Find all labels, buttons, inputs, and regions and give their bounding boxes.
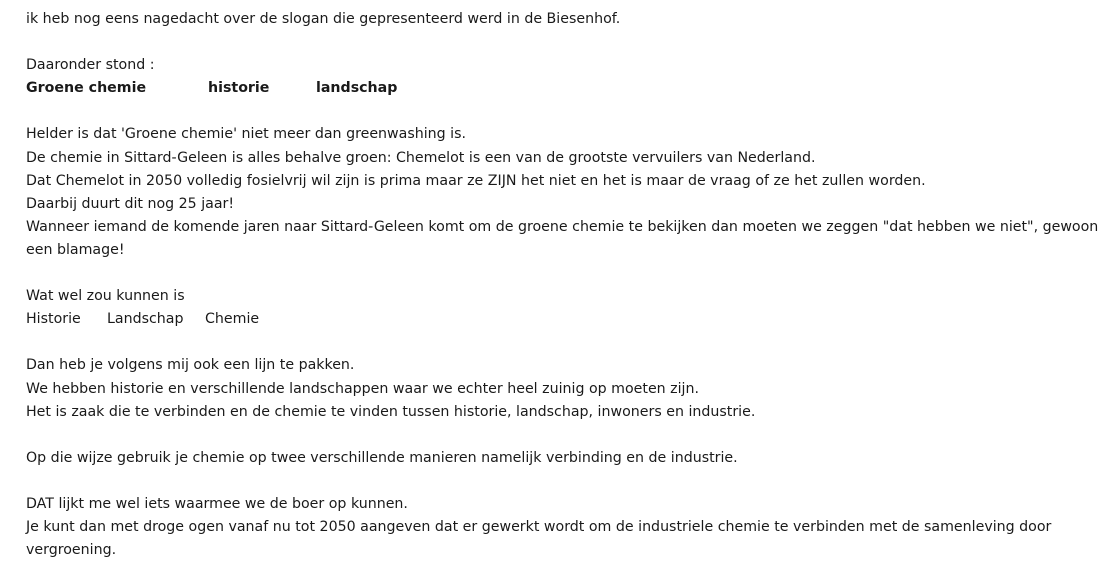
new-slogan-row (26, 308, 1110, 331)
old-slogan-term-1: Groene chemie (26, 80, 147, 97)
wat-wel-line: Wat wel zou kunnen is (26, 288, 185, 305)
chemelot-2050-line: Dat Chemelot in 2050 volledig fosielvrij wil zijn is prima maar ze ZIJN het niet en het is maar de vraag of ze het zullen worden. (26, 172, 926, 189)
op-die-line: Op die wijze gebruik je chemie op twee verschillende manieren namelijk verbinding en de industrie. (26, 449, 738, 466)
spacer (26, 262, 1110, 285)
je-kunt-paragraph: Je kunt dan met droge ogen vanaf nu tot 2050 aangeven dat er gewerkt wordt om de industriele chemie te verbinden met de samenleving door vergroening. (26, 519, 1052, 559)
chemie-sittard-line: De chemie in Sittard-Geleen is alles behalve groen: Chemelot is een van de grootste vervuilers van Nederland. (26, 149, 816, 166)
dat-lijkt-line: DAT lijkt me wel iets waarmee we de boer op kunnen. (26, 495, 408, 512)
daaronder-line: Daaronder stond : (26, 57, 155, 74)
intro-line: ik heb nog eens nagedacht over de slogan die gepresenteerd werd in de Biesenhof. (26, 11, 621, 27)
spacer (26, 470, 1110, 493)
daarbij-line: Daarbij duurt dit nog 25 jaar! (26, 195, 235, 212)
old-slogan-term-3: landschap (316, 80, 398, 97)
spacer (26, 100, 1110, 123)
het-is-line: Het is zaak die te verbinden en de chemie te vinden tussen historie, landschap, inwoners en industrie. (26, 403, 756, 420)
new-slogan-term-2: Landschap (107, 311, 184, 328)
new-slogan-term-3: Chemie (205, 311, 260, 328)
helder-line: Helder is dat 'Groene chemie' niet meer dan greenwashing is. (26, 126, 467, 143)
old-slogan-term-2: historie (208, 80, 270, 97)
wanneer-paragraph: Wanneer iemand de komende jaren naar Sittard-Geleen komt om de groene chemie te bekijken dan moeten we zeggen "dat hebben we niet", gewoon een blamage! (26, 218, 1099, 258)
old-slogan-row (26, 77, 1110, 100)
dan-heb-line: Dan heb je volgens mij ook een lijn te pakken. (26, 357, 355, 374)
spacer (26, 31, 1110, 54)
new-slogan-term-1: Historie (26, 311, 81, 328)
we-hebben-line: We hebben historie en verschillende landschappen waar we echter heel zuinig op moeten zijn. (26, 380, 700, 397)
spacer (26, 424, 1110, 447)
spacer (26, 331, 1110, 354)
